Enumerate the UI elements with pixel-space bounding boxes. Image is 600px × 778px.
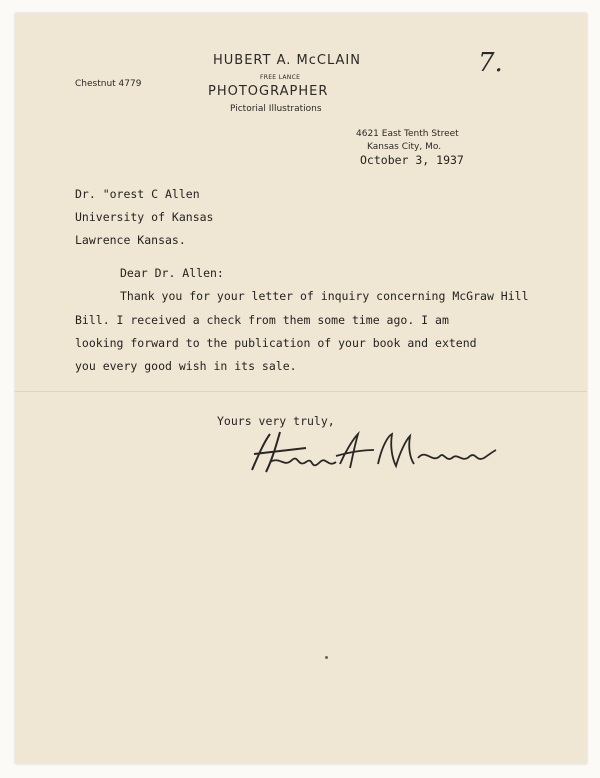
- letterhead-name: HUBERT A. McCLAIN: [213, 53, 361, 68]
- letterhead-street: 4621 East Tenth Street: [356, 129, 459, 139]
- body-line-3: looking forward to the publication of your book and extend: [75, 336, 477, 350]
- recipient-line-1: Dr. "orest C Allen: [75, 187, 200, 201]
- letterhead-subtitle: Pictorial Illustrations: [230, 104, 322, 114]
- paper-speck: [325, 656, 328, 659]
- fold-crease: [15, 391, 587, 392]
- letterhead-phone: Chestnut 4779: [75, 79, 142, 89]
- closing: Yours very truly,: [217, 414, 335, 428]
- letterhead-profession: PHOTOGRAPHER: [208, 84, 329, 99]
- body-line-1: Thank you for your letter of inquiry concerning McGraw Hill: [120, 289, 529, 303]
- letter-date: October 3, 1937: [360, 153, 464, 167]
- body-line-2: Bill. I received a check from them some time ago. I am: [75, 313, 449, 327]
- letter-page: [15, 13, 587, 764]
- signature: [240, 428, 505, 483]
- body-line-4: you every good wish in its sale.: [75, 359, 297, 373]
- letterhead-tagline: FREE LANCE: [260, 74, 301, 81]
- recipient-line-2: University of Kansas: [75, 210, 214, 224]
- handwritten-page-mark: 7.: [478, 48, 503, 78]
- letterhead-city: Kansas City, Mo.: [367, 142, 442, 152]
- salutation: Dear Dr. Allen:: [120, 266, 224, 280]
- recipient-line-3: Lawrence Kansas.: [75, 233, 186, 247]
